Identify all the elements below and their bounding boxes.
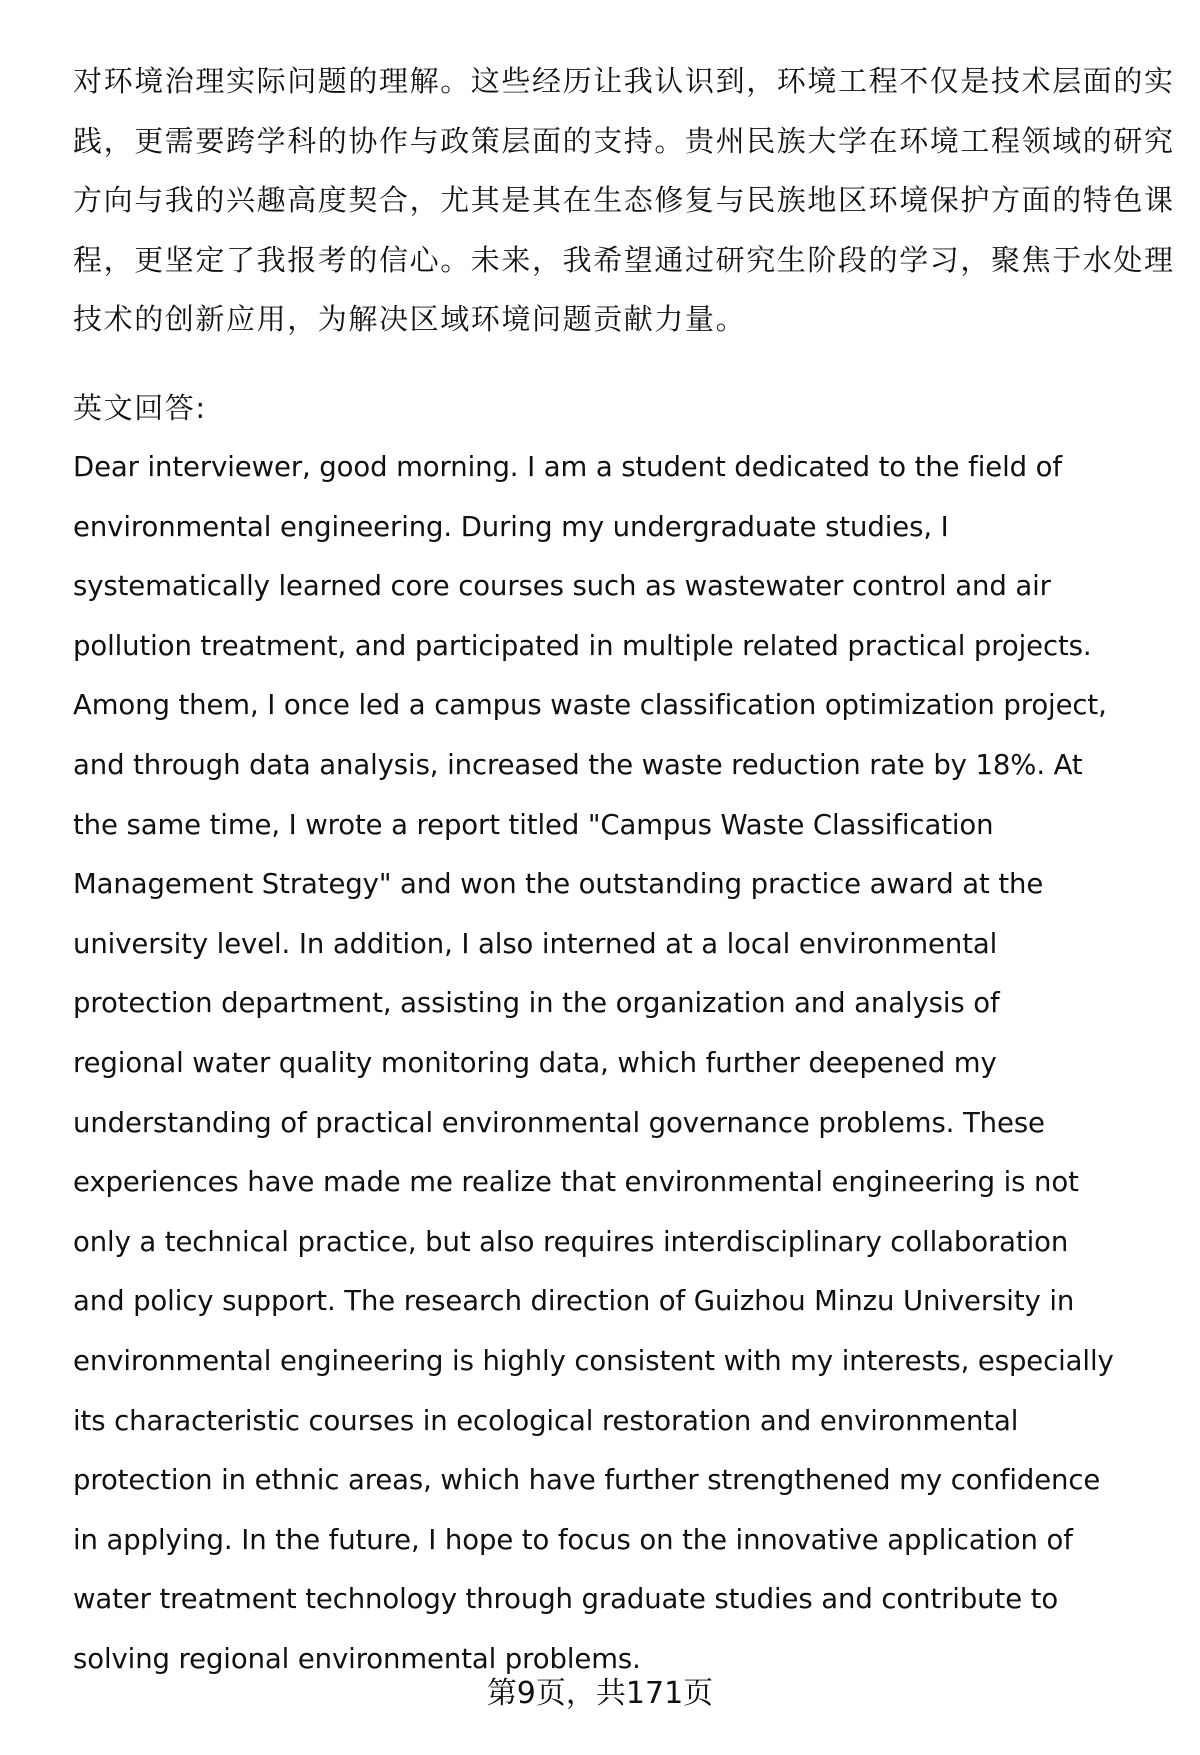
english-text-line: experiences have made me realize that environmental engineering is not	[73, 1166, 1079, 1199]
english-text-line: solving regional environmental problems.	[73, 1643, 641, 1675]
english-answer-heading: 英文回答:	[73, 391, 207, 425]
english-text-line: its characteristic courses in ecological restoration and environmental	[73, 1404, 1019, 1437]
english-text-line: Among them, I once led a campus waste classification optimization project,	[73, 689, 1107, 722]
english-text-line: understanding of practical environmental governance problems. These	[73, 1106, 1045, 1139]
english-text-line: and through data analysis, increased the waste reduction rate by 18%. At	[73, 749, 1083, 781]
english-text-line: water treatment technology through graduate studies and contribute to	[73, 1583, 1059, 1616]
chinese-text-line: 践，更需要跨学科的协作与政策层面的支持。贵州民族大学在环境工程领域的研究	[73, 123, 1175, 158]
chinese-text-line: 对环境治理实际问题的理解。这些经历让我认识到，环境工程不仅是技术层面的实	[73, 64, 1175, 98]
english-text-line: pollution treatment, and participated in multiple related practical projects.	[73, 629, 1092, 662]
chinese-text-line: 程，更坚定了我报考的信心。未来，我希望通过研究生阶段的学习，聚焦于水处理	[73, 242, 1175, 277]
english-text-line: regional water quality monitoring data, which further deepened my	[73, 1047, 997, 1079]
english-text-line: environmental engineering. During my undergraduate studies, I	[73, 510, 949, 543]
english-text-line: protection in ethnic areas, which have further strengthened my confidence	[73, 1464, 1101, 1497]
english-text-line: only a technical practice, but also requires interdisciplinary collaboration	[73, 1225, 1069, 1258]
english-text-line: protection department, assisting in the organization and analysis of	[73, 987, 1000, 1020]
english-text-line: Management Strategy" and won the outstanding practice award at the	[73, 868, 1044, 901]
english-text-line: systematically learned core courses such as wastewater control and air	[73, 570, 1051, 603]
english-text-line: Dear interviewer, good morning. I am a student dedicated to the field of	[73, 451, 1062, 483]
chinese-text-line: 技术的创新应用，为解决区域环境问题贡献力量。	[73, 302, 747, 337]
page-number-footer: 第9页，共171页	[486, 1676, 714, 1711]
english-text-line: the same time, I wrote a report titled "Campus Waste Classification	[73, 808, 994, 841]
english-text-line: in applying. In the future, I hope to focus on the innovative application of	[73, 1523, 1073, 1556]
english-text-line: environmental engineering is highly consistent with my interests, especially	[73, 1345, 1114, 1377]
chinese-text-line: 方向与我的兴趣高度契合，尤其是其在生态修复与民族地区环境保护方面的特色课	[73, 183, 1175, 218]
english-text-line: and policy support. The research direction of Guizhou Minzu University in	[73, 1285, 1075, 1318]
english-text-line: university level. In addition, I also interned at a local environmental	[73, 927, 998, 960]
